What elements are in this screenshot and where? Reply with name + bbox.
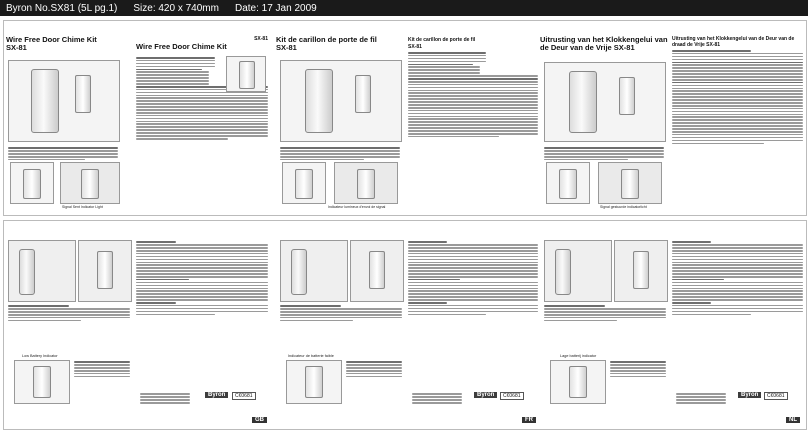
ce-mark-fr: C€0681 bbox=[500, 392, 524, 400]
push-button-image bbox=[75, 75, 91, 113]
text-block bbox=[346, 360, 402, 379]
panel-code: SX-81 bbox=[408, 44, 422, 50]
push-button-image bbox=[569, 366, 587, 398]
signal-caption-nl: Signal gestuurde indicatorlicht bbox=[600, 205, 647, 209]
pushbutton-diagram bbox=[226, 56, 266, 92]
chime-figure-fr bbox=[280, 60, 402, 142]
low-battery-figure-fr bbox=[286, 360, 342, 404]
document-header-bar bbox=[0, 0, 808, 16]
door-frame-figure-nl bbox=[544, 240, 612, 302]
panel-title: Kit de carillon de porte de fil bbox=[276, 36, 377, 44]
panel-nl-instructions bbox=[672, 36, 803, 211]
ce-mark: C€0681 bbox=[232, 392, 256, 400]
chime-unit-image bbox=[31, 69, 59, 133]
panel-code: SX-81 bbox=[254, 36, 268, 42]
text-block bbox=[8, 146, 118, 162]
signal-figure-fr-2 bbox=[334, 162, 398, 204]
lang-tab-gb: GB bbox=[252, 417, 267, 423]
push-button-image bbox=[621, 169, 639, 199]
push-button-image bbox=[305, 366, 323, 398]
panel-code: SX-81 bbox=[276, 43, 297, 52]
push-button-image bbox=[33, 366, 51, 398]
lang-tab-fr: FR bbox=[522, 417, 536, 423]
door-frame-figure-fr bbox=[280, 240, 348, 302]
push-button-image bbox=[97, 251, 113, 289]
door-frame-figure-fr-2 bbox=[350, 240, 404, 302]
push-button-image bbox=[619, 77, 635, 115]
chime-unit-image bbox=[291, 249, 307, 295]
text-block bbox=[544, 304, 666, 323]
brand-logo-nl: Byron bbox=[738, 392, 761, 398]
footer-address bbox=[140, 392, 190, 405]
signal-figure bbox=[10, 162, 54, 204]
panel-title: Wire Free Door Chime Kit bbox=[136, 42, 227, 51]
chime-figure-nl bbox=[544, 62, 666, 142]
low-battery-figure bbox=[14, 360, 70, 404]
panel-title: Uitrusting van het Klokkengelui van de Deur van de Vrije SX-81 bbox=[540, 36, 668, 52]
low-battery-figure-nl bbox=[550, 360, 606, 404]
text-block bbox=[280, 304, 402, 323]
text-block bbox=[280, 146, 400, 162]
chime-unit-image bbox=[19, 249, 35, 295]
text-block bbox=[74, 360, 130, 379]
brand-logo-fr: Byron bbox=[474, 392, 497, 398]
panel-title: Kit de carillon de porte de fil bbox=[408, 37, 476, 43]
low-battery-caption: Low Battery Indicator bbox=[22, 354, 58, 358]
push-button-image bbox=[559, 169, 577, 199]
doc-date: Date: 17 Jan 2009 bbox=[234, 2, 317, 14]
text-block bbox=[8, 304, 130, 323]
brand-logo: Byron bbox=[205, 392, 228, 398]
push-button-image bbox=[355, 75, 371, 113]
signal-figure-fr bbox=[282, 162, 326, 204]
lang-tab-nl: NL bbox=[786, 417, 800, 423]
signal-figure-2 bbox=[60, 162, 120, 204]
signal-caption-fr: Indicateur lumineux d'envoi de signal bbox=[328, 205, 386, 209]
chime-unit-image bbox=[555, 249, 571, 295]
doc-title: Byron No.SX81 (5L pg.1) bbox=[6, 2, 118, 14]
doc-size: Size: 420 x 740mm bbox=[133, 2, 219, 14]
push-button-image bbox=[633, 251, 649, 289]
signal-figure-nl-2 bbox=[598, 162, 662, 204]
chime-unit-image bbox=[569, 71, 597, 133]
low-battery-caption-fr: Indicateur de batterie faible bbox=[288, 354, 334, 358]
door-frame-figure bbox=[8, 240, 76, 302]
push-button-image bbox=[295, 169, 313, 199]
panel-title: Uitrusting van het Klokkengelui van de Deur van de draad de Vrije SX-81 bbox=[672, 36, 795, 48]
push-button-image bbox=[369, 251, 385, 289]
push-button-image bbox=[23, 169, 41, 199]
footer-address-nl bbox=[676, 392, 726, 405]
panel-code: SX-81 bbox=[6, 43, 27, 52]
door-frame-figure-2 bbox=[78, 240, 132, 302]
signal-figure-nl bbox=[546, 162, 590, 204]
panel-fr-instructions bbox=[408, 36, 538, 211]
door-frame-figure-nl-2 bbox=[614, 240, 668, 302]
ce-mark-nl: C€0681 bbox=[764, 392, 788, 400]
footer-address-fr bbox=[412, 392, 462, 405]
signal-caption: Signal Sent Indicator Light bbox=[62, 205, 103, 209]
chime-figure bbox=[8, 60, 120, 142]
panel-title: Wire Free Door Chime Kit bbox=[6, 36, 97, 44]
push-button-image bbox=[81, 169, 99, 199]
text-block bbox=[544, 146, 664, 162]
low-battery-caption-nl: Lage batterij indicator bbox=[560, 354, 597, 358]
push-button-image bbox=[239, 61, 255, 89]
chime-unit-image bbox=[305, 69, 333, 133]
push-button-image bbox=[357, 169, 375, 199]
text-block bbox=[610, 360, 666, 379]
